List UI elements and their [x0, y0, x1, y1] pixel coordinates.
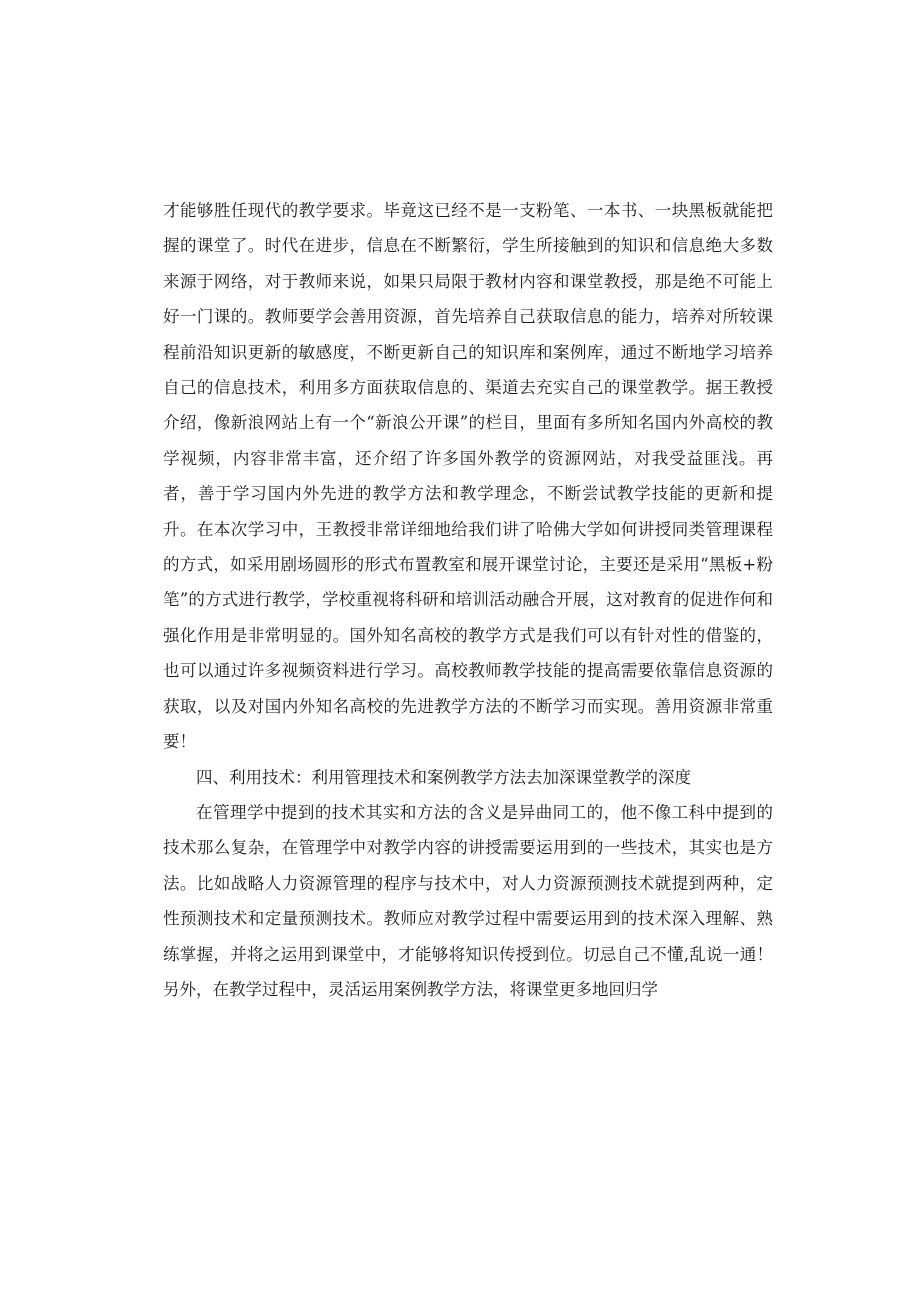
- body-paragraph-resources: 才能够胜任现代的教学要求。毕竟这已经不是一支粉笔、一本书、一块黑板就能把握的课堂了。时代在进步，信息在不断繁衍，学生所接触到的知识和信息绝大多数来源于网络，对于教师来说，如果只局限于教材内容和课堂教授，那是绝不可能上好一门课的。教师要学会善用资源，首先培养自己获取信息的能力，培养对所较课程前沿知识更新的敏感度，不断更新自己的知识库和案例库，通过不断地学习培养自己的信息技术，利用多方面获取信息的、渠道去充实自己的课堂教学。据王教授介绍，像新浪网站上有一个“新浪公开课”的栏目，里面有多所知名国内外高校的教学视频，内容非常丰富，还介绍了许多国外教学的资源网站，对我受益匪浅。再者，善于学习国内外先进的教学方法和教学理念，不断尝试教学技能的更新和提升。在本次学习中，王教授非常详细地给我们讲了哈佛大学如何讲授同类管理课程的方式，如采用剧场圆形的形式布置教室和展开课堂讨论，主要还是采用“黑板+粉笔”的方式进行教学，学校重视将科研和培训活动融合开展，这对教育的促进作何和强化作用是非常明显的。国外知名高校的教学方式是我们可以有针对性的借鉴的，也可以通过许多视频资料进行学习。高校教师教学技能的提高需要依靠信息资源的获取，以及对国内外知名高校的先进教学方法的不断学习而实现。善用资源非常重要！: [163, 201, 773, 752]
- section-heading-use-technology: 四、利用技术：利用管理技术和案例教学方法去加深课堂教学的深度: [196, 767, 691, 787]
- body-paragraph-technology: 在管理学中提到的技术其实和方法的含义是异曲同工的，他不像工科中提到的技术那么复杂，在管理学中对教学内容的讲授需要运用到的一些技术，其实也是方法。比如战略人力资源管理的程序与技术中，对人力资源预测技术就提到两种，定性预测技术和定量预测技术。教师应对教学过程中需要运用到的技术深入理解、熟练掌握，并将之运用到课堂中，才能够将知识传授到位。切忌自己不懂,乱说一通！另外，在教学过程中，灵活运用案例教学方法，将课堂更多地回归学: [163, 802, 773, 999]
- document-body: [163, 193, 773, 1007]
